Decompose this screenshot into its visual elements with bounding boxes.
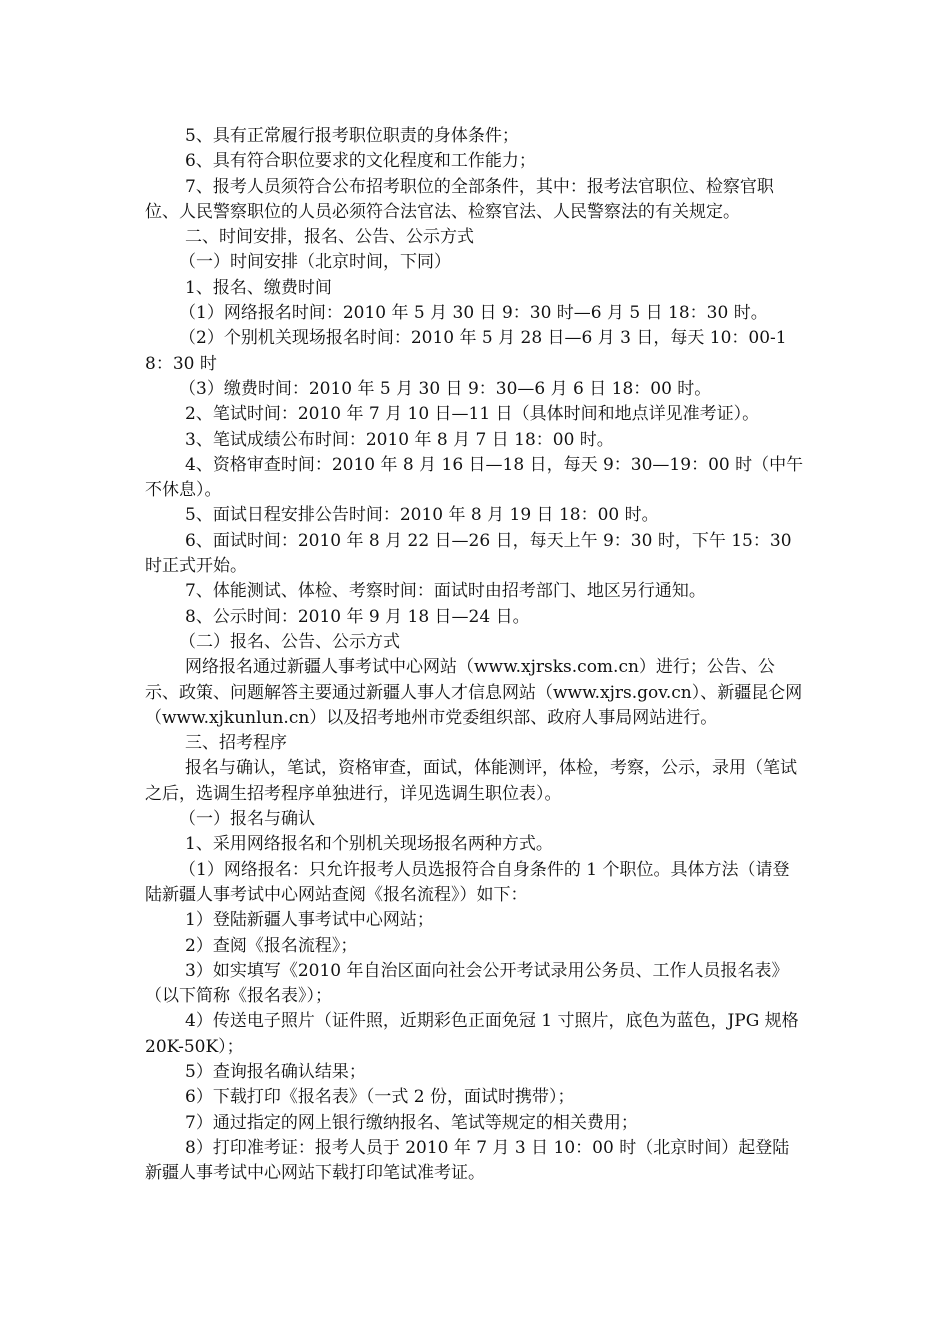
step-print-form: 6）下载打印《报名表》（一式 2 份，面试时携带）； [185, 1087, 575, 1108]
item-publicity-time: 8、公示时间：2010 年 9 月 18 日—24 日。 [185, 606, 530, 627]
step-login: 1）登陆新疆人事考试中心网站； [185, 910, 434, 931]
item-online-registration-time: （1）网络报名时间：2010 年 5 月 30 日 9：30 时—6 月 5 日 18：30 时。 [179, 303, 768, 324]
step-pay-fees: 7）通过指定的网上银行缴纳报名、笔试等规定的相关费用； [185, 1112, 638, 1133]
subsection-heading-methods: （二）报名、公告、公示方式 [179, 631, 400, 652]
step-print-admission-ticket: 8）打印准考证：报考人员于 2010 年 7 月 3 日 10：00 时（北京时间）起登陆新疆人事考试中心网站下载打印笔试准考证。 [145, 1137, 790, 1184]
section-heading-procedure: 三、招考程序 [185, 733, 287, 754]
item-online-registration: （1）网络报名：只允许报考人员选报符合自身条件的 1 个职位。具体方法（请登陆新疆人事考试中心网站查阅《报名流程》）如下： [145, 859, 790, 905]
paragraph-condition-7: 7、报考人员须符合公布招考职位的全部条件，其中：报考法官职位、检察官职位、人民警察职位的人员必须符合法官法、检察官法、人民警察法的有关规定。 [145, 176, 774, 222]
item-registration-fee-time: 1、报名、缴费时间 [185, 277, 332, 298]
document-body [145, 124, 805, 1186]
subsection-heading-registration: （一）报名与确认 [179, 809, 315, 830]
item-score-release-time: 3、笔试成绩公布时间：2010 年 8 月 7 日 18：00 时。 [185, 429, 614, 450]
subsection-heading-time: （一）时间安排（北京时间，下同） [179, 252, 451, 273]
item-interview-schedule-time: 5、面试日程安排公告时间：2010 年 8 月 19 日 18：00 时。 [185, 505, 659, 526]
item-onsite-registration-time: （2）个别机关现场报名时间：2010 年 5 月 28 日—6 月 3 日，每天 10：00-18：30 时 [145, 328, 787, 374]
step-check-result: 5）查询报名确认结果； [185, 1061, 366, 1082]
step-read-process: 2）查阅《报名流程》； [185, 935, 358, 956]
paragraph-methods: 网络报名通过新疆人事考试中心网站（www.xjrsks.com.cn）进行；公告、公示、政策、问题解答主要通过新疆人事人才信息网站（www.xjrs.gov.cn）、新疆昆仑网（www.xjkunlun.cn）以及招考地州市党委组织部、政府人事局网站进行。 [145, 657, 803, 728]
item-interview-time: 6、面试时间：2010 年 8 月 22 日—26 日，每天上午 9：30 时，下午 15：30 时正式开始。 [145, 530, 792, 577]
item-registration-modes: 1、采用网络报名和个别机关现场报名两种方式。 [185, 834, 553, 855]
item-payment-time: （3）缴费时间：2010 年 5 月 30 日 9：30—6 月 6 日 18：00 时。 [179, 378, 712, 399]
step-fill-form: 3）如实填写《2010 年自治区面向社会公开考试录用公务员、工作人员报名表》（以下简称《报名表》）； [145, 960, 789, 1007]
paragraph-procedure: 报名与确认，笔试，资格审查，面试，体能测评，体检，考察，公示，录用（笔试之后，选调生招考程序单独进行，详见选调生职位表）。 [145, 758, 797, 804]
paragraph-condition-5: 5、具有正常履行报考职位职责的身体条件； [185, 126, 519, 146]
item-physical-test-time: 7、体能测试、体检、考察时间：面试时由招考部门、地区另行通知。 [185, 581, 706, 602]
section-heading-schedule: 二、时间安排，报名、公告、公示方式 [185, 227, 474, 248]
item-written-exam-time: 2、笔试时间：2010 年 7 月 10 日—11 日（具体时间和地点详见准考证）。 [185, 404, 760, 425]
step-upload-photo: 4）传送电子照片（证件照，近期彩色正面免冠 1 寸照片，底色为蓝色，JPG 规格 20K-50K）； [145, 1011, 799, 1057]
item-qualification-review-time: 4、资格审查时间：2010 年 8 月 16 日—18 日，每天 9：30—19：00 时（中午不休息）。 [145, 454, 804, 501]
paragraph-condition-6: 6、具有符合职位要求的文化程度和工作能力； [185, 151, 536, 172]
